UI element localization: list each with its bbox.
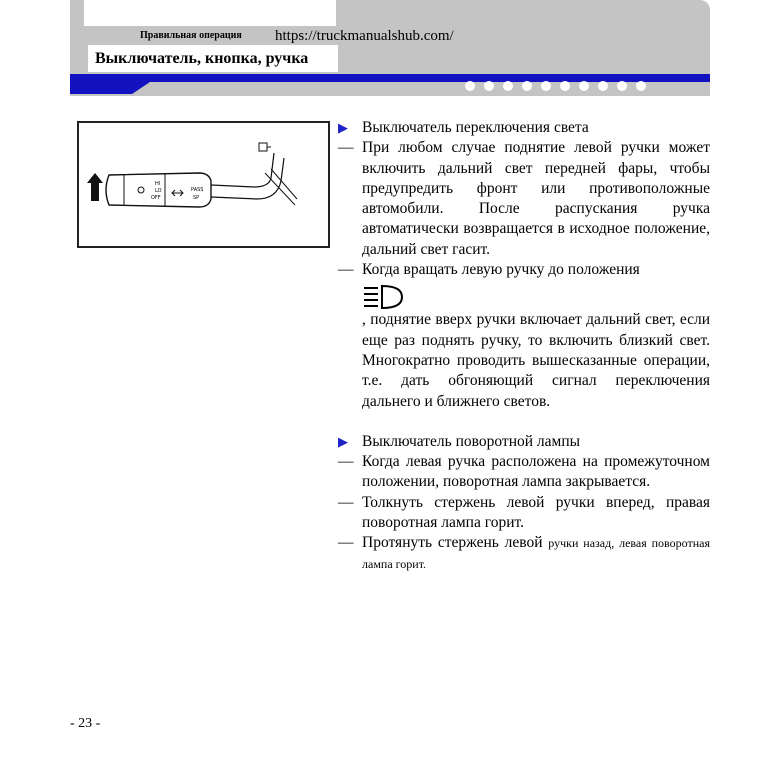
list-item <box>338 533 710 574</box>
triangle-bullet-icon: ▶ <box>338 433 348 449</box>
list-item-body <box>362 533 710 574</box>
lever-switch-figure <box>77 121 330 248</box>
list-item <box>338 260 710 412</box>
dash-marker: — <box>338 261 354 279</box>
header-dots <box>465 81 646 91</box>
list-item <box>338 493 710 534</box>
page-title: Выключатель, кнопка, ручка <box>88 45 338 72</box>
list-item <box>338 138 710 260</box>
section-heading <box>338 432 710 452</box>
list-item <box>338 452 710 493</box>
dash-marker: — <box>338 534 354 552</box>
figure-label-pass: PASS <box>191 187 204 193</box>
section-label: Правильная операция <box>140 30 242 41</box>
source-url[interactable]: https://truckmanualshub.com/ <box>275 28 454 44</box>
list-item-text: Когда левая ручка расположена на промежуточном положении, поворотная лампа закрывается. <box>362 453 710 491</box>
figure-label-lo: LO <box>155 188 162 194</box>
dash-marker: — <box>338 453 354 471</box>
section-heading <box>338 118 710 138</box>
list-item-body <box>362 260 710 412</box>
list-item-text-small: ручки назад, левая поворотная лампа горит. <box>362 536 710 571</box>
dash-marker: — <box>338 493 354 511</box>
list-item-text: Протянуть стержень левой <box>362 534 543 552</box>
figure-label-off: OFF <box>151 195 161 201</box>
page-number: - 23 - <box>70 716 101 731</box>
header-white-box <box>84 0 336 26</box>
list-item-text: Толкнуть стержень левой ручки вперед, правая поворотная лампа горит. <box>362 493 710 532</box>
triangle-bullet-icon: ▶ <box>338 120 348 135</box>
icon-line <box>362 280 710 310</box>
lever-switch-drawing <box>79 123 328 246</box>
list-item-text: Когда вращать левую ручку до положения <box>362 261 640 279</box>
dash-marker: — <box>338 139 354 157</box>
figure-label-hi: HI <box>155 181 161 187</box>
section-heading-text: Выключатель поворотной лампы <box>362 432 581 450</box>
list-item-text: При любом случае поднятие левой ручки может включить дальний свет передней фары, чтобы предупредить фронт или противоположные автомобили. После распускания ручка автоматически возвращается в исходное положение, дальний свет гасит. <box>362 139 710 258</box>
instructions <box>338 118 710 574</box>
list-item-text-continued: , поднятие вверх ручки включает дальний свет, если еще раз поднять ручку, то включить близкий свет. Многократно проводить вышесказанные операции, т.е. дать обгоняющий сигнал переключения дальнего и ближнего светов. <box>362 311 710 410</box>
high-beam-icon <box>362 284 406 310</box>
figure-label-sp: SP <box>193 195 200 201</box>
section-heading-text: Выключатель переключения света <box>362 119 589 136</box>
